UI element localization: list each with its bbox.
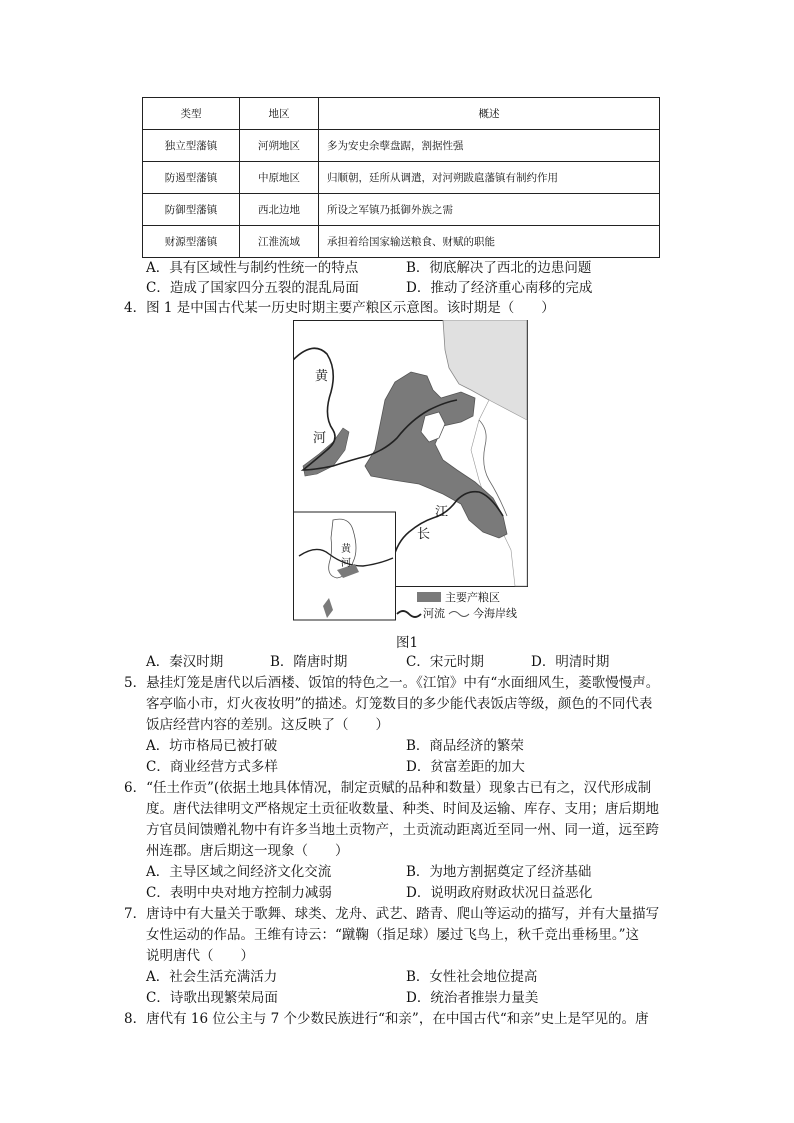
q5-option-b[interactable]: B．商品经济的繁荣 [406,738,524,754]
map-label-huang: 黄 [315,369,329,384]
map-label-he: 河 [313,431,327,446]
inset-label-huang: 黄 [341,544,351,555]
regional-table [142,97,660,258]
table-cell: 防遏型藩镇 [143,162,240,194]
legend-grain-label: 主要产粮区 [445,591,500,604]
q5-option-a[interactable]: A．坊市格局已被打破 [146,738,278,754]
table-cell: 江淮流域 [240,226,319,258]
table-row [143,130,660,162]
table-cell: 多为安史余孽盘踞，割据性强 [319,130,660,162]
table-cell: 西北边地 [240,194,319,226]
legend-coast-label: 今海岸线 [473,607,517,620]
legend-river-symbol [397,611,421,617]
map-label-jiang: 江 [435,505,449,520]
table-cell: 归顺朝，廷所从调遣，对河朔跋扈藩镇有制约作用 [319,162,660,194]
q4-option-c[interactable]: C．宋元时期 [406,654,484,670]
table-cell: 河朔地区 [240,130,319,162]
q4-option-d[interactable]: D．明清时期 [531,654,610,670]
legend-swatch [417,592,441,602]
table-header-cell: 地区 [240,98,319,130]
q5-option-c[interactable]: C．商业经营方式多样 [146,759,278,775]
q3-option-c[interactable]: C．造成了国家四分五裂的混乱局面 [146,280,359,296]
q6-line-4: 州连郡。唐后期这一现象（ ） [146,843,349,859]
table-header-row [143,98,660,130]
q5-option-d[interactable]: D．贫富差距的加大 [406,759,525,775]
q6-option-c[interactable]: C．表明中央对地方控制力减弱 [146,885,332,901]
table-cell: 所设之军镇乃抵御外族之需 [319,194,660,226]
table-row [143,162,660,194]
q5-line-3: 饭店经营内容的差别。这反映了（ ） [146,717,389,733]
table-cell: 承担着给国家输送粮食、财赋的职能 [319,226,660,258]
q5-line-2: 客亭临小市，灯火夜妆明”的描述。灯笼数目的多少能代表饭店等级，颜色的不同代表 [146,696,653,712]
q4-option-b[interactable]: B．隋唐时期 [270,654,348,670]
table-cell: 独立型藩镇 [143,130,240,162]
q7-option-c[interactable]: C．诗歌出现繁荣局面 [146,990,278,1006]
q7-option-d[interactable]: D．统治者推崇力量美 [406,990,539,1006]
table-cell: 防御型藩镇 [143,194,240,226]
table-row [143,226,660,258]
inset-label-he: 河 [341,558,351,569]
q4-stem: 4．图 1 是中国古代某一历史时期主要产粮区示意图。该时期是（ ） [124,300,555,316]
legend-river-label: 河流 [423,607,445,620]
table-header-cell: 概述 [319,98,660,130]
q6-option-b[interactable]: B．为地方割据奠定了经济基础 [406,864,592,880]
q4-option-a[interactable]: A．秦汉时期 [146,654,224,670]
q7-line-1: 7．唐诗中有大量关于歌舞、球类、龙舟、武艺、踏青、爬山等运动的描写，并有大量描写 [124,906,660,922]
q3-option-d[interactable]: D．推动了经济重心南移的完成 [406,280,593,296]
q5-line-1: 5．悬挂灯笼是唐代以后酒楼、饭馆的特色之一。《江馆》中有“水面细风生，菱歌慢慢声。 [124,675,660,691]
table-cell: 中原地区 [240,162,319,194]
q6-line-2: 度。唐代法律明文严格规定土贡征收数量、种类、时间及运输、库存、支用；唐后期地 [146,801,659,817]
q8-line-1: 8．唐代有 16 位公主与 7 个少数民族进行“和亲”，在中国古代“和亲”史上是罕见的。唐 [124,1011,649,1027]
q3-option-b[interactable]: B．彻底解决了西北的边患问题 [406,260,592,276]
grain-region-map [293,320,529,622]
q6-option-d[interactable]: D．说明政府财政状况日益恶化 [406,885,593,901]
table-row [143,194,660,226]
table-cell: 财源型藩镇 [143,226,240,258]
legend-coast-symbol [449,612,469,617]
q7-option-a[interactable]: A．社会生活充满活力 [146,969,278,985]
table-header-cell: 类型 [143,98,240,130]
q7-option-b[interactable]: B．女性社会地位提高 [406,969,538,985]
q6-option-a[interactable]: A．主导区域之间经济文化交流 [146,864,332,880]
q6-line-1: 6．“任土作贡”(依据土地具体情况，制定贡赋的品种和数量）现象古已有之，汉代形成制 [124,780,652,796]
figure-caption: 图1 [396,635,419,651]
q6-line-3: 方官员间馈赠礼物中有许多当地土贡物产，土贡流动距离近至同一州、同一道，远至跨 [146,822,659,838]
q7-line-3: 说明唐代（ ） [146,948,254,964]
q3-option-a[interactable]: A．具有区域性与制约性统一的特点 [146,260,359,276]
map-label-chang: 长 [417,527,431,542]
q7-line-2: 女性运动的作品。王维有诗云：“蹴鞠（指足球）屡过飞鸟上，秋千竞出垂杨里。”这 [146,927,640,943]
